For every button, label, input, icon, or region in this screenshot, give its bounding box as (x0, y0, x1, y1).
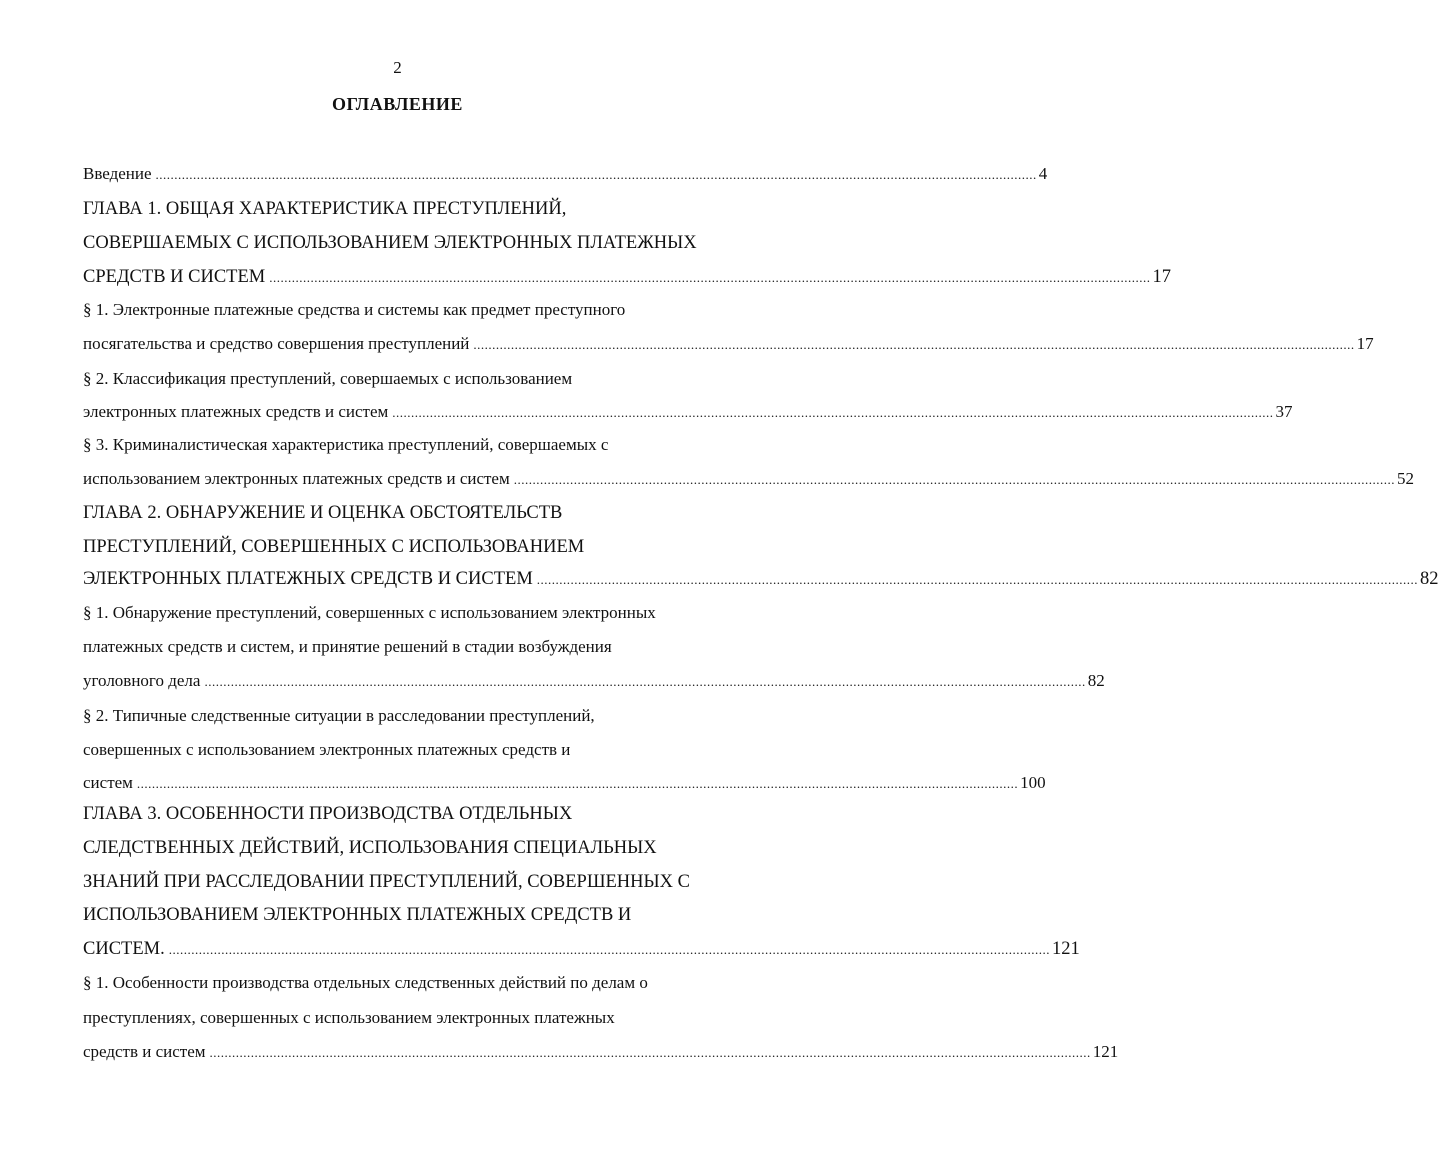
toc-section-2-1-line[interactable]: платежных средств и систем, и принятие решений в стадии возбуждения (83, 637, 612, 656)
toc-page-number: 121 (1051, 939, 1080, 959)
toc-section-3-1-last-line[interactable] (83, 1042, 1119, 1062)
toc-section-3-1-line[interactable]: преступлениях, совершенных с использованием электронных платежных (83, 1008, 615, 1027)
toc-entry-introduction[interactable] (83, 164, 1048, 184)
dot-leader: ........................................................................................................................................................................................................................................... (155, 167, 1037, 182)
toc-entry-text: систем (83, 773, 133, 792)
toc-chapter-3-line[interactable]: ЗНАНИЙ ПРИ РАССЛЕДОВАНИИ ПРЕСТУПЛЕНИЙ, СОВЕРШЕННЫХ С (83, 872, 690, 892)
toc-entry-text: средств и систем (83, 1042, 206, 1061)
dot-leader: ........................................................................................................................................................................................................................................... (168, 942, 1050, 957)
toc-page-number: 82 (1420, 569, 1439, 589)
toc-entry-text: Введение (83, 164, 152, 183)
toc-page-number: 17 (1356, 334, 1374, 353)
toc-page-number: 121 (1092, 1042, 1119, 1061)
toc-chapter-3-line[interactable]: ИСПОЛЬЗОВАНИЕМ ЭЛЕКТРОННЫХ ПЛАТЕЖНЫХ СРЕДСТВ И (83, 905, 632, 925)
toc-section-1-2-line[interactable]: § 2. Классификация преступлений, совершаемых с использованием (83, 369, 573, 388)
toc-page-number: 100 (1020, 773, 1046, 792)
toc-page-number: 82 (1087, 671, 1105, 690)
toc-page-number: 4 (1038, 164, 1048, 183)
toc-entry-text: ЭЛЕКТРОННЫХ ПЛАТЕЖНЫХ СРЕДСТВ И СИСТЕМ (83, 569, 533, 589)
toc-section-1-1-line[interactable]: § 1. Электронные платежные средства и системы как предмет преступного (83, 300, 626, 319)
toc-page-number: 17 (1152, 267, 1171, 287)
toc-chapter-3-line[interactable]: ГЛАВА 3. ОСОБЕННОСТИ ПРОИЗВОДСТВА ОТДЕЛЬНЫХ (83, 804, 573, 824)
toc-chapter-2-line[interactable]: ПРЕСТУПЛЕНИЙ, СОВЕРШЕННЫХ С ИСПОЛЬЗОВАНИЕМ (83, 537, 585, 557)
toc-section-2-2-last-line[interactable] (83, 773, 1046, 793)
dot-leader: ........................................................................................................................................................................................................................................... (269, 270, 1151, 285)
toc-section-1-2-last-line[interactable] (83, 402, 1293, 422)
dot-leader: ........................................................................................................................................................................................................................................... (536, 572, 1419, 587)
toc-page-number: 52 (1397, 469, 1414, 488)
toc-page-number: 37 (1275, 402, 1293, 421)
toc-entry-text: использованием электронных платежных средств и систем (83, 469, 510, 488)
dot-leader: ........................................................................................................................................................................................................................................... (473, 337, 1355, 352)
toc-chapter-1-line[interactable]: СОВЕРШАЕМЫХ С ИСПОЛЬЗОВАНИЕМ ЭЛЕКТРОННЫХ ПЛАТЕЖНЫХ (83, 233, 697, 253)
toc-section-2-2-line[interactable]: совершенных с использованием электронных платежных средств и (83, 740, 571, 759)
toc-section-1-3-line[interactable]: § 3. Криминалистическая характеристика преступлений, совершаемых с (83, 435, 609, 454)
toc-chapter-3-last-line[interactable] (83, 939, 1080, 960)
toc-entry-text: СИСТЕМ. (83, 939, 165, 959)
page-number: 2 (393, 58, 402, 77)
toc-section-2-1-last-line[interactable] (83, 671, 1105, 691)
toc-entry-text: уголовного дела (83, 671, 201, 690)
toc-chapter-3-line[interactable]: СЛЕДСТВЕННЫХ ДЕЙСТВИЙ, ИСПОЛЬЗОВАНИЯ СПЕЦИАЛЬНЫХ (83, 838, 657, 858)
toc-section-1-3-last-line[interactable] (83, 469, 1414, 489)
toc-section-3-1-line[interactable]: § 1. Особенности производства отдельных следственных действий по делам о (83, 973, 648, 992)
toc-entry-text: электронных платежных средств и систем (83, 402, 389, 421)
toc-section-1-1-last-line[interactable] (83, 334, 1374, 354)
dot-leader: ........................................................................................................................................................................................................................................... (204, 674, 1086, 689)
dot-leader: ........................................................................................................................................................................................................................................... (136, 776, 1019, 791)
toc-entry-text: посягательства и средство совершения преступлений (83, 334, 470, 353)
toc-entry-text: СРЕДСТВ И СИСТЕМ (83, 267, 266, 287)
toc-chapter-2-last-line[interactable] (83, 569, 1439, 590)
toc-section-2-2-line[interactable]: § 2. Типичные следственные ситуации в расследовании преступлений, (83, 706, 595, 725)
toc-title: ОГЛАВЛЕНИЕ (332, 94, 463, 114)
toc-section-2-1-line[interactable]: § 1. Обнаружение преступлений, совершенных с использованием электронных (83, 603, 656, 622)
dot-leader: ........................................................................................................................................................................................................................................... (513, 472, 1395, 487)
toc-chapter-1-line[interactable]: ГЛАВА 1. ОБЩАЯ ХАРАКТЕРИСТИКА ПРЕСТУПЛЕНИЙ, (83, 199, 567, 219)
dot-leader: ........................................................................................................................................................................................................................................... (392, 405, 1274, 420)
dot-leader: ........................................................................................................................................................................................................................................... (209, 1045, 1091, 1060)
toc-chapter-2-line[interactable]: ГЛАВА 2. ОБНАРУЖЕНИЕ И ОЦЕНКА ОБСТОЯТЕЛЬСТВ (83, 503, 563, 523)
toc-chapter-1-last-line[interactable] (83, 267, 1171, 288)
